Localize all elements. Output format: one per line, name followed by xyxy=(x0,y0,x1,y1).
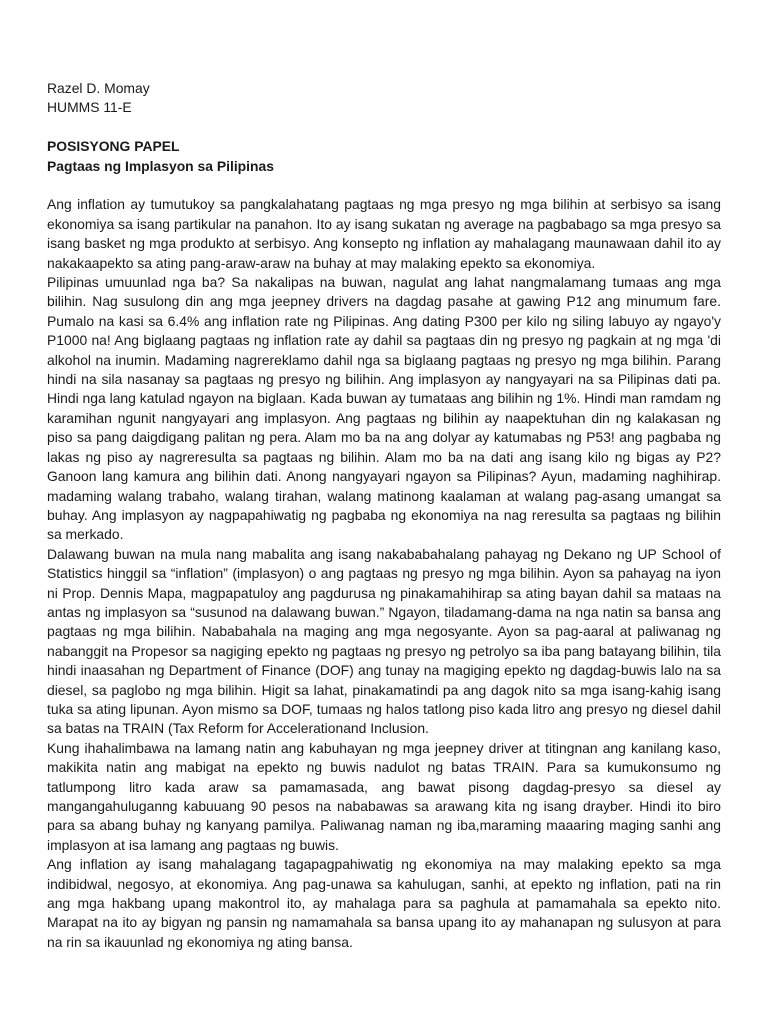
paragraph-3: Dalawang buwan na mula nang mabalita ang isang nakababahalang pahayag ng Dekano ng UP School of Statistics hinggil sa “inflation” (implasyon) o ang pagtaas ng presyo ng mga bilihin. Ayon sa pahayag na iyon ni Prop. Dennis Mapa, magpapatuloy ang pagdurusa ng pinakamahihirap sa ating bayan dahil sa mataas na antas ng implasyon sa “susunod na dalawang buwan.” Ngayon, tiladamang-dama na nga natin sa bansa ang pagtaas ng mga bilihin. Nababahala na maging ang mga negosyante. Ayon sa pag-aaral at paliwanag ng nabanggit na Propesor sa nagiging epekto ng pagtaas ng presyo ng petrolyo sa iba pang batayang bilihin, tila hindi inaasahan ng Department of Finance (DOF) ang tunay na magiging epekto ng dagdag-buwis lalo na sa diesel, sa paglobo ng mga bilihin. Higit sa lahat, pinakamatindi pa ang dagok nito sa mga isang-kahig isang tuka sa ating lipunan. Ayon mismo sa DOF, tumaas ng halos tatlong piso kada litro ang presyo ng diesel dahil sa batas na TRAIN (Tax Reform for Accelerationand Inclusion. xyxy=(47,545,721,737)
paragraph-2: Pilipinas umuunlad nga ba? Sa nakalipas na buwan, nagulat ang lahat nangmalamang tumaas ang mga bilihin. Nag susulong din ang mga jeepney drivers na dagdag pasahe at gawing P12 ang minumum fare. Pumalo na kasi sa 6.4% ang inflation rate ng Pilipinas. Ang dating P300 per kilo ng siling labuyo ay ngayo'y P1000 na! Ang biglaang pagtaas ng inflation rate ay dahil sa pagtaas din ng presyo ng pagkain at ng mga 'di alkohol na inumin. Madaming nagrereklamo dahil nga sa biglaang pagtaas ng presyo ng mga bilihin. Parang hindi na sila nasanay sa pagtaas ng presyo ng bilihin. Ang implasyon ay nangyayari na sa Pilipinas dati pa. Hindi nga lang katulad ngayon na biglaan. Kada buwan ay tumataas ang bilihin ng 1%. Hindi man ramdam ng karamihan ngunit nangyayari ang implasyon. Ang pagtaas ng bilihin ay naapektuhan din ng kalakasan ng piso sa pang daigdigang palitan ng pera. Alam mo ba na ang dolyar ay katumabas ng P53! ang pagbaba ng lakas ng piso ay nagreresulta sa pagtaas ng bilihin. Alam mo ba na dati ang isang kilo ng bigas ay P2? Ganoon lang kamura ang bilihin dati. Anong nangyayari ngayon sa Pilipinas? Ayun, madaming naghihirap. madaming walang trabaho, walang tirahan, walang matinong kaalaman at walang pag-asang umangat sa buhay. Ang implasyon ay nagpapahiwatig ng pagbaba ng ekonomiya na nag reresulta sa pagtaas ng bilihin sa merkado. xyxy=(47,274,721,543)
spacer xyxy=(47,176,721,195)
author-name: Razel D. Momay xyxy=(47,80,150,96)
document-page xyxy=(47,79,721,952)
paragraph-4: Kung ihahalimbawa na lamang natin ang kabuhayan ng mga jeepney driver at titingnan ang kanilang kaso, makikita natin ang mabigat na epekto ng buwis nadulot ng batas TRAIN. Para sa kumukonsumo ng tatlumpong litro kada araw sa pamamasada, ang bawat pisong dagdag-presyo sa diesel ay mangangahulugan​ng kabuuang 90 pesos na nababawas sa arawang kita ng isang drayber. Hindi ito biro para sa abang buhay ng kanyang pamilya. Paliwanag naman ng iba,maraming maaaring maging sanhi ang implasyon at isa lamang ang pagtaas ng buwis. xyxy=(47,739,721,853)
spacer xyxy=(47,118,721,137)
document-heading: POSISYONG PAPEL xyxy=(47,138,180,155)
paragraph-5: Ang inflation ay isang mahalagang tagapagpahiwatig ng ekonomiya na may malaking epekto sa mga indibidwal, negosyo, at ekonomiya. Ang pag-unawa sa kahulugan, sanhi, at epekto ng inflation, pati na rin ang mga hakbang upang makontrol ito, ay mahalaga para sa paghula at pamamahala sa epekto nito. Marapat na ito ay bigyan ng pansin ng namamahala sa bansa upang ito ay mahanapan ng sulusyon at para na rin sa ikauunlad ng ekonomiya ng ating bansa. xyxy=(47,856,721,950)
paragraph-1: Ang inflation ay tumutukoy sa pangkalahatang pagtaas ng mga presyo ng mga bilihin at serbisyo sa isang ekonomiya sa isang partikular na panahon. Ito ay isang sukatan ng average na pagbabago sa mga presyo sa isang basket ng mga produkto at serbisyo. Ang konsepto ng inflation ay mahalagang maunawaan dahil ito ay nakakaapekto sa ating pang-araw-araw na buhay at may malaking epekto sa ekonomiya. xyxy=(47,196,721,271)
section-name: HUMMS 11-E xyxy=(47,99,132,116)
document-subtitle: Pagtaas ng Implasyon sa Pilipinas xyxy=(47,157,274,174)
